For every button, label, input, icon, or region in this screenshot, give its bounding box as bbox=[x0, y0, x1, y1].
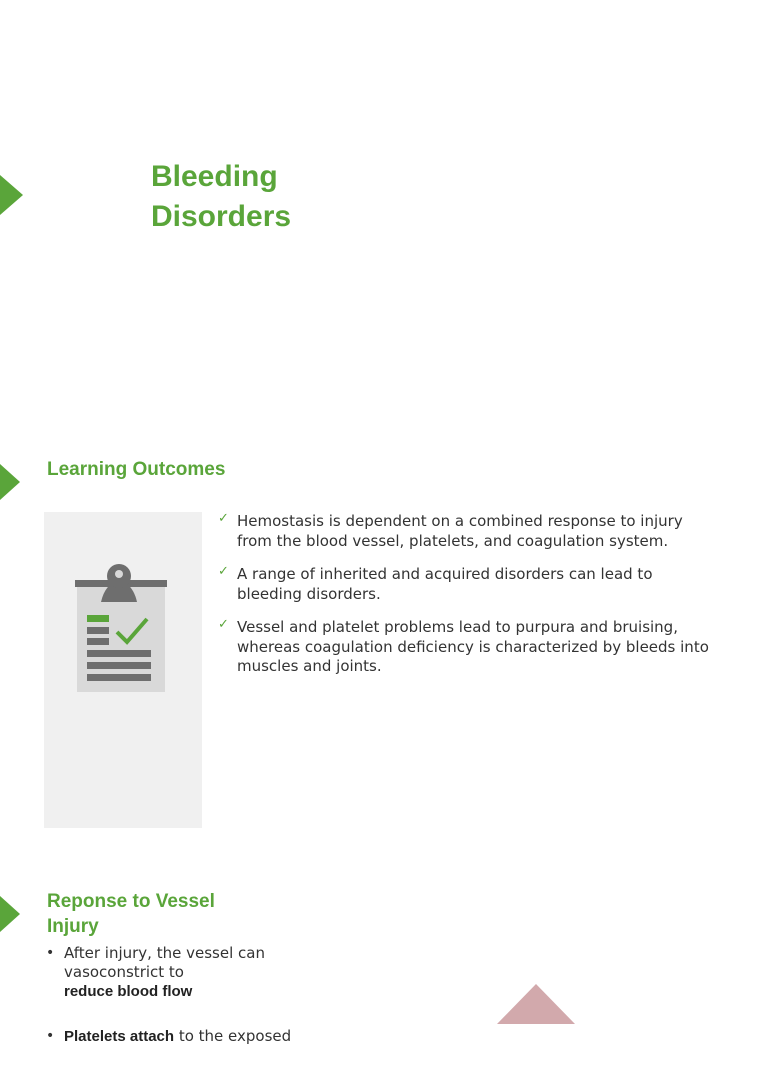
title-line-1: Bleeding bbox=[151, 160, 278, 193]
vessel-item-2-text: to the exposed bbox=[174, 1027, 292, 1045]
vessel-injury-list bbox=[46, 944, 316, 1072]
checklist-line-5 bbox=[87, 674, 151, 681]
learning-outcomes-marker bbox=[0, 464, 20, 500]
outcome-text-3: Vessel and platelet problems lead to purpura and bruising, whereas coagulation deficiency is characterized by bleeds into muscles and joints. bbox=[237, 618, 709, 675]
vessel-injury-heading-line-1: Reponse to Vessel bbox=[47, 891, 215, 912]
outcome-text-2: A range of inherited and acquired disorders can lead to bleeding disorders. bbox=[237, 565, 653, 603]
check-icon: ✓ bbox=[218, 617, 229, 632]
checklist-line-3 bbox=[87, 650, 151, 657]
vessel-injury-heading-line-2: Injury bbox=[47, 916, 99, 937]
decorative-triangle bbox=[497, 984, 575, 1024]
outcome-item-1 bbox=[218, 512, 718, 551]
vessel-item-2 bbox=[46, 1027, 316, 1046]
title-marker bbox=[0, 175, 23, 215]
bullet-icon: • bbox=[46, 945, 55, 961]
learning-outcomes-heading: Learning Outcomes bbox=[47, 459, 226, 480]
checklist-green-bar bbox=[87, 615, 109, 622]
vessel-item-2-bold: Platelets attach bbox=[64, 1028, 175, 1045]
vessel-item-1-bold: reduce blood flow bbox=[64, 983, 193, 1000]
checklist-line-2 bbox=[87, 638, 109, 645]
vessel-item-1 bbox=[46, 944, 316, 1001]
check-icon: ✓ bbox=[218, 511, 229, 526]
outcome-text-1: Hemostasis is dependent on a combined response to injury from the blood vessel, platelets, and coagulation system. bbox=[237, 512, 683, 550]
vessel-injury-marker bbox=[0, 896, 20, 932]
title-line-2: Disorders bbox=[151, 200, 292, 233]
outcome-item-3 bbox=[218, 618, 718, 677]
check-icon: ✓ bbox=[218, 564, 229, 579]
outcome-item-2 bbox=[218, 565, 718, 604]
vessel-item-1-line-2: vasoconstrict to bbox=[64, 963, 184, 981]
learning-outcomes-list bbox=[218, 512, 718, 691]
vessel-item-1-line-1: After injury, the vessel can bbox=[64, 944, 265, 962]
bullet-icon: • bbox=[46, 1028, 55, 1044]
checklist-line-1 bbox=[87, 627, 109, 634]
page-title bbox=[151, 157, 411, 237]
checklist-line-4 bbox=[87, 662, 151, 669]
clipboard-clip-hole bbox=[115, 570, 123, 578]
vessel-injury-heading bbox=[47, 889, 215, 939]
clipboard-checklist-icon bbox=[75, 564, 167, 694]
